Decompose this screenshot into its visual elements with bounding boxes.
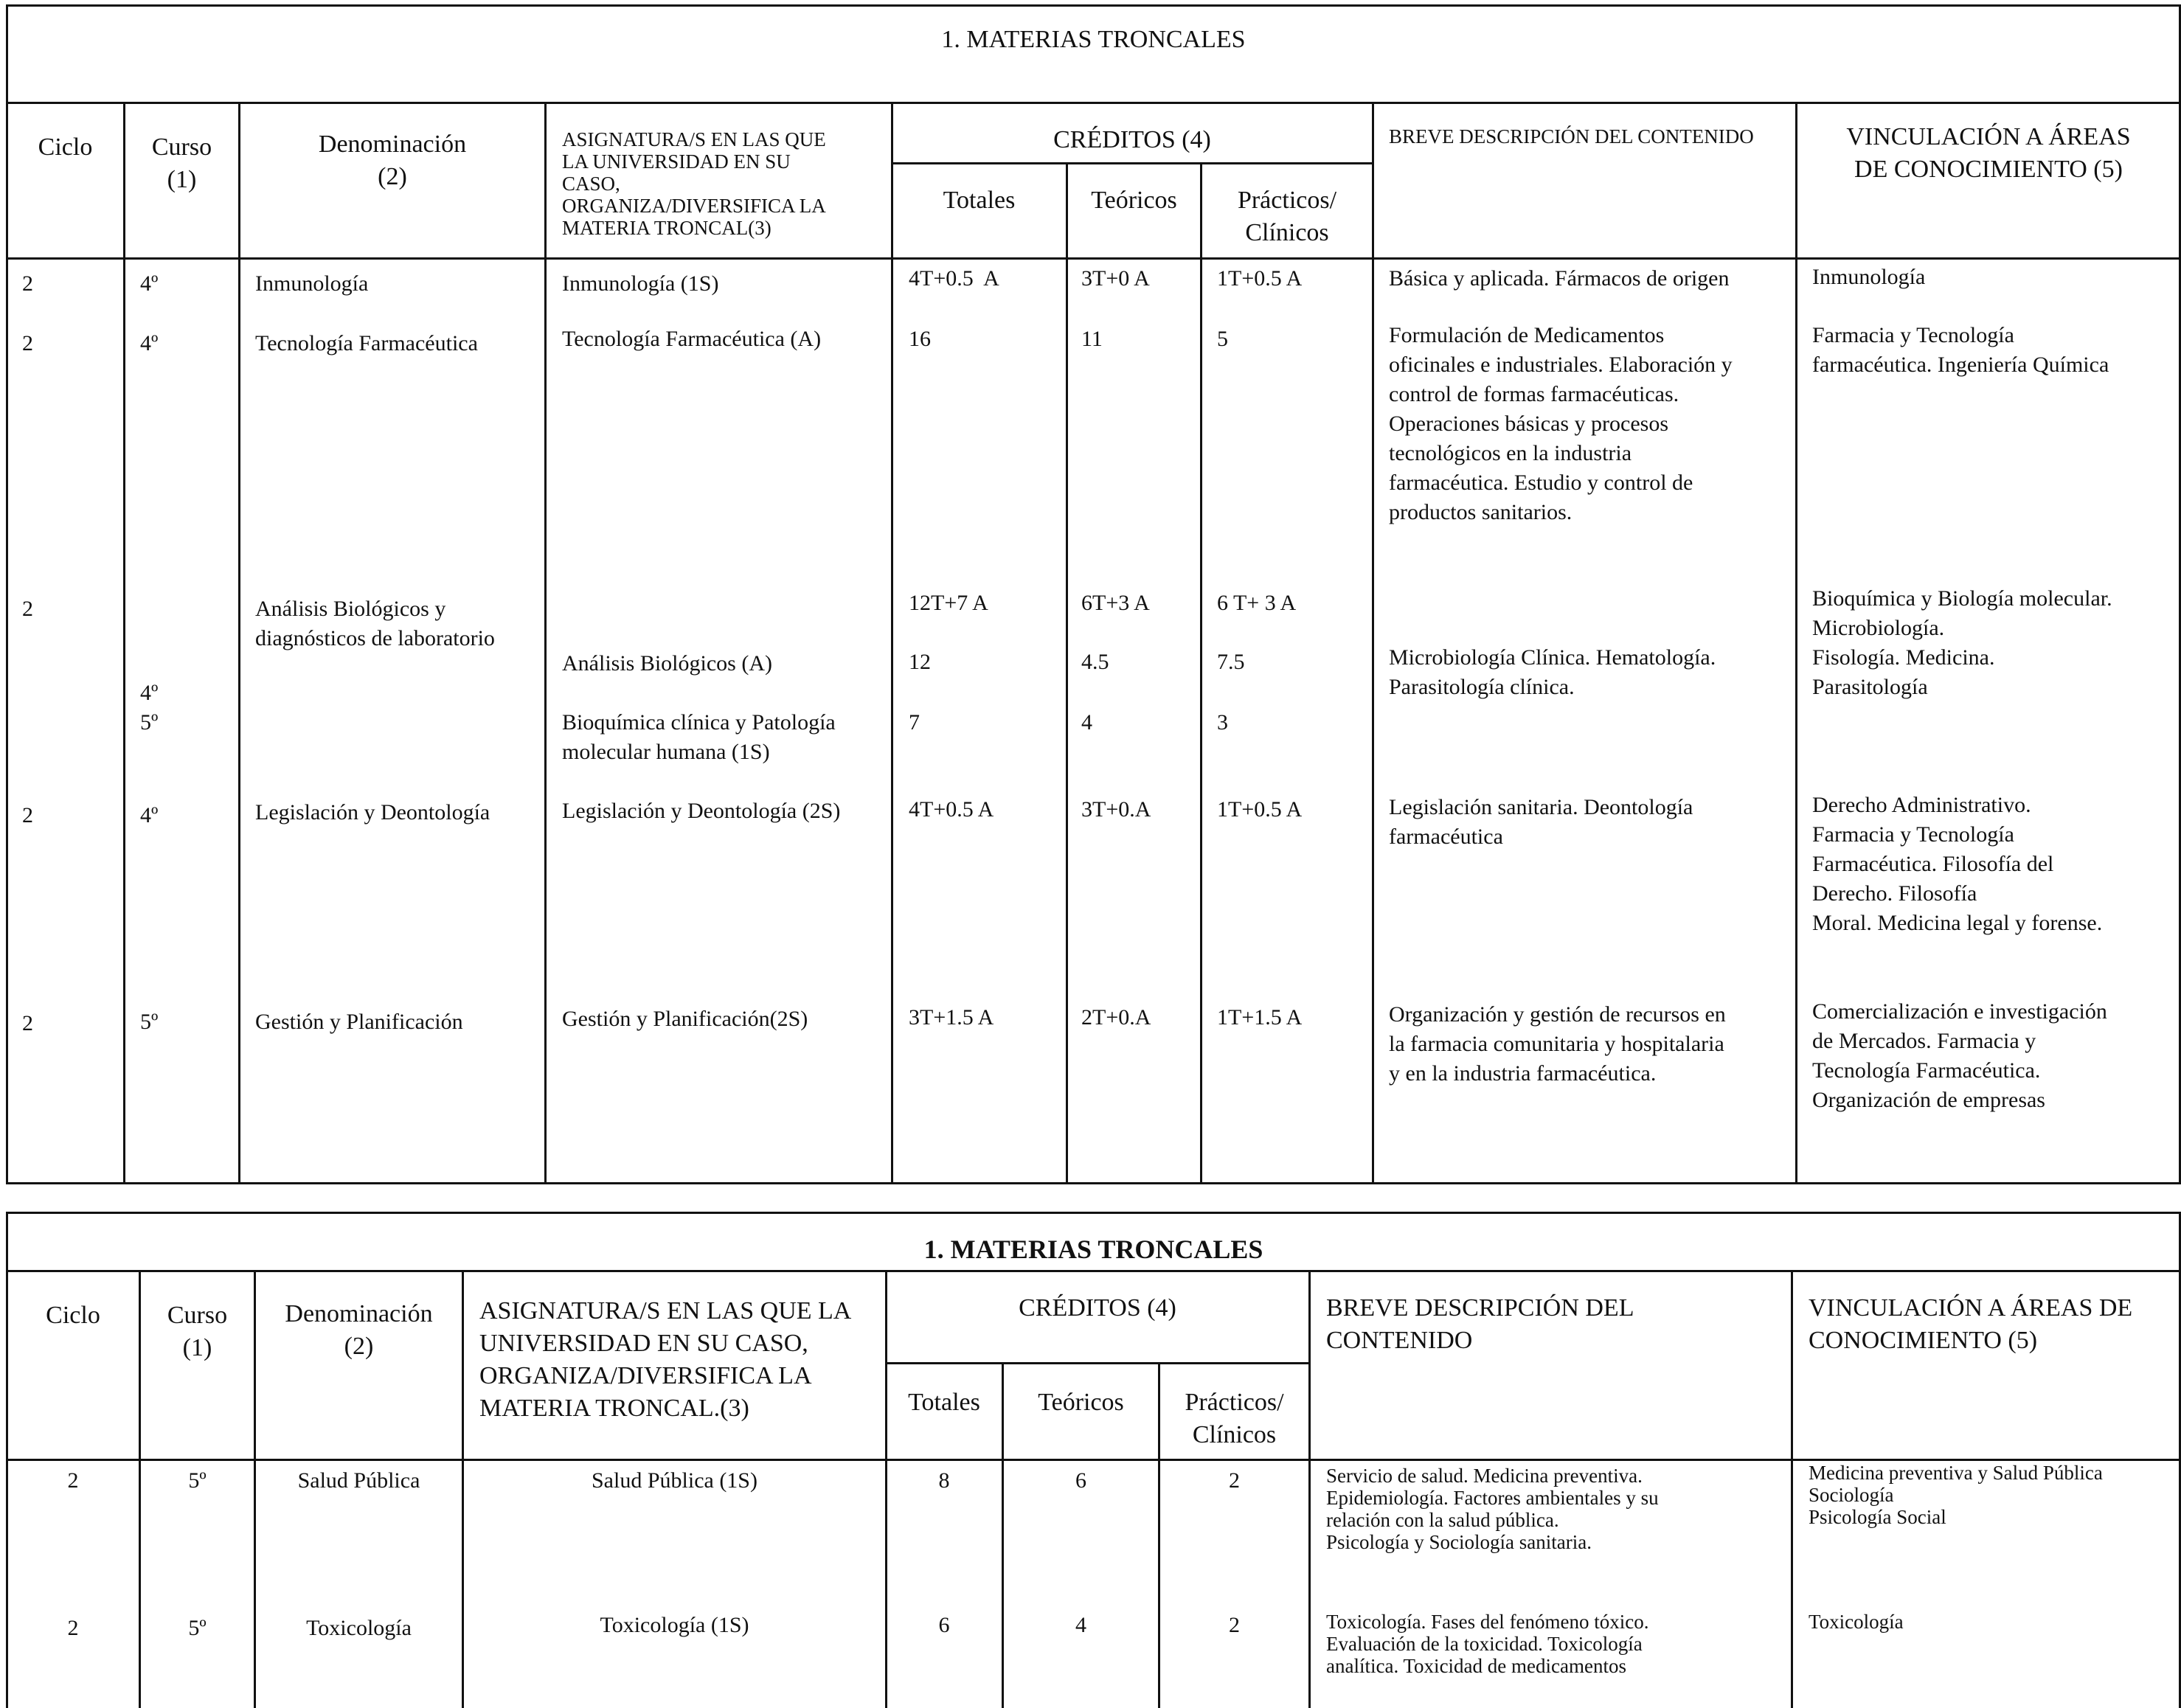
header-totales: Totales xyxy=(908,1389,980,1416)
table1-row-totales: 12 xyxy=(909,650,931,674)
table1-row-practicos: 7.5 xyxy=(1217,650,1245,674)
header-practicos: Prácticos/ Clínicos xyxy=(1237,187,1337,246)
table1-creditos-divider xyxy=(891,162,1373,164)
table1-title: 1. MATERIAS TRONCALES xyxy=(941,26,1246,53)
table2-row-totales: 8 xyxy=(938,1468,950,1493)
table1-row-curso: 4º xyxy=(140,271,159,296)
header-teoricos: Teóricos xyxy=(1038,1389,1124,1416)
header-creditos: CRÉDITOS (4) xyxy=(1019,1294,1176,1322)
table1-row-asignatura: Análisis Biológicos (A) xyxy=(562,651,772,676)
table1-row-denominacion: Gestión y Planificación xyxy=(255,1010,463,1034)
table1-col-divider xyxy=(1200,162,1202,1184)
header-ciclo: Ciclo xyxy=(38,133,93,161)
table1-row-ciclo: 2 xyxy=(22,331,33,355)
table1-header-divider xyxy=(6,257,2181,260)
table1-row-teoricos: 6T+3 A xyxy=(1081,591,1150,615)
table1-row-asignatura: Gestión y Planificación(2S) xyxy=(562,1007,808,1031)
table1-title-divider xyxy=(6,102,2181,104)
header-vinculacion: VINCULACIÓN A ÁREAS DE CONOCIMIENTO (5) xyxy=(1809,1294,2133,1354)
header-teoricos: Teóricos xyxy=(1091,187,1177,214)
table2-col-divider xyxy=(1308,1270,1311,1708)
header-descripcion: BREVE DESCRIPCIÓN DEL CONTENIDO xyxy=(1326,1294,1634,1354)
header-practicos: Prácticos/ Clínicos xyxy=(1185,1389,1284,1448)
table1-col-divider xyxy=(238,102,240,1184)
table1-row-asignatura: Legislación y Deontología (2S) xyxy=(562,799,841,823)
table1-row-totales: 16 xyxy=(909,327,931,351)
table1-row-asignatura: Bioquímica clínica y Patología molecular humana (1S) xyxy=(562,710,836,764)
table2-row-denominacion: Salud Pública xyxy=(297,1468,420,1493)
header-asignaturas: ASIGNATURA/S EN LAS QUE LA UNIVERSIDAD EN SU CASO, ORGANIZA/DIVERSIFICA LA MATERIA TRONCAL.(3) xyxy=(479,1297,852,1422)
table1-row-descripcion: Organización y gestión de recursos en la farmacia comunitaria y hospitalaria y en la industria farmacéutica. xyxy=(1389,1002,1726,1086)
table1-row-practicos: 1T+1.5 A xyxy=(1217,1005,1303,1030)
table2-row-denominacion: Toxicología xyxy=(306,1616,412,1640)
table1-row-teoricos: 3T+0 A xyxy=(1081,266,1150,291)
table1-row-totales: 7 xyxy=(909,710,920,735)
table1-col-divider xyxy=(1795,102,1797,1184)
table1-row-descripcion: Básica y aplicada. Fármacos de origen xyxy=(1389,266,1730,291)
table1-row-descripcion: Legislación sanitaria. Deontología farmacéutica xyxy=(1389,795,1693,849)
table1-row-teoricos: 4.5 xyxy=(1081,650,1109,674)
table1-row-practicos: 1T+0.5 A xyxy=(1217,797,1303,822)
table1-row-curso: 4º xyxy=(140,331,159,355)
table2-row-vinculacion: Toxicología xyxy=(1809,1611,1904,1633)
table2-creditos-divider xyxy=(885,1362,1308,1364)
table1-row-asignatura: Inmunología (1S) xyxy=(562,271,719,296)
table1-row-teoricos: 3T+0.A xyxy=(1081,797,1151,822)
table1-row-practicos: 6 T+ 3 A xyxy=(1217,591,1297,615)
header-denominacion: Denominación (2) xyxy=(318,131,467,190)
header-curso: Curso (1) xyxy=(167,1302,228,1361)
table2-row-teoricos: 4 xyxy=(1075,1613,1086,1637)
table1-col-divider xyxy=(544,102,547,1184)
table1-row-curso: 4º 5º xyxy=(140,681,159,735)
table2-row-totales: 6 xyxy=(938,1613,950,1637)
table1-row-curso: 4º xyxy=(140,803,159,827)
table1-row-descripcion: Formulación de Medicamentos oficinales e industriales. Elaboración y control de formas farmacéuticas. Operaciones básicas y procesos tecnológicos en la industria farmacéutica. Estudio y control de productos sanitarios. xyxy=(1389,323,1733,524)
table1-row-vinculacion: Bioquímica y Biología molecular. Microbiología. Fisología. Medicina. Parasitología xyxy=(1812,586,2112,699)
table1-row-totales: 3T+1.5 A xyxy=(909,1005,994,1030)
header-totales: Totales xyxy=(943,187,1016,214)
table1-row-denominacion: Legislación y Deontología xyxy=(255,800,490,825)
table1-row-practicos: 3 xyxy=(1217,710,1228,735)
table1-row-totales: 4T+0.5 A xyxy=(909,797,994,822)
table1-row-totales: 12T+7 A xyxy=(909,591,988,615)
header-curso: Curso (1) xyxy=(151,133,212,193)
table2-row-curso: 5º xyxy=(188,1616,207,1640)
table2-title: 1. MATERIAS TRONCALES xyxy=(923,1235,1263,1264)
header-vinculacion: VINCULACIÓN A ÁREAS DE CONOCIMIENTO (5) xyxy=(1846,123,2131,183)
table2-row-asignatura: Toxicología (1S) xyxy=(600,1613,749,1637)
header-denominacion: Denominación (2) xyxy=(285,1300,433,1360)
table2-col-divider xyxy=(1791,1270,1793,1708)
table1-row-teoricos: 4 xyxy=(1081,710,1092,735)
table1-row-teoricos: 2T+0.A xyxy=(1081,1005,1151,1030)
table1-row-practicos: 1T+0.5 A xyxy=(1217,266,1303,291)
table2-header-divider xyxy=(6,1459,2181,1461)
table1-row-practicos: 5 xyxy=(1217,327,1228,351)
table1-row-teoricos: 11 xyxy=(1081,327,1103,351)
table2-row-vinculacion: Medicina preventiva y Salud Pública Sociología Psicología Social xyxy=(1809,1462,2103,1528)
table1-col-divider xyxy=(1372,102,1374,1184)
table2-row-descripcion: Toxicología. Fases del fenómeno tóxico. Evaluación de la toxicidad. Toxicología analítica. Toxicidad de medicamentos xyxy=(1326,1611,1649,1677)
table1-row-totales: 4T+0.5 A xyxy=(909,266,999,291)
table1-row-vinculacion: Inmunología xyxy=(1812,265,1926,289)
table1-row-asignatura: Tecnología Farmacéutica (A) xyxy=(562,327,822,351)
table1-row-ciclo: 2 xyxy=(22,803,33,827)
table1-row-curso: 5º xyxy=(140,1010,159,1034)
table2-row-teoricos: 6 xyxy=(1075,1468,1086,1493)
header-creditos: CRÉDITOS (4) xyxy=(1053,126,1211,153)
table2-title-divider xyxy=(6,1270,2181,1272)
table1-row-vinculacion: Comercialización e investigación de Mercados. Farmacia y Tecnología Farmacéutica. Organización de empresas xyxy=(1812,999,2107,1112)
table1-row-ciclo: 2 xyxy=(22,271,33,296)
table1-row-vinculacion: Farmacia y Tecnología farmacéutica. Ingeniería Química xyxy=(1812,323,2109,377)
table1-row-denominacion: Tecnología Farmacéutica xyxy=(255,331,478,355)
table2-row-ciclo: 2 xyxy=(67,1468,79,1493)
table1-row-ciclo: 2 xyxy=(22,1011,33,1035)
table2-row-descripcion: Servicio de salud. Medicina preventiva. Epidemiología. Factores ambientales y su relación con la salud pública. Psicología y Sociología sanitaria. xyxy=(1326,1465,1659,1553)
table2-row-practicos: 2 xyxy=(1229,1613,1240,1637)
table1-row-denominacion: Inmunología xyxy=(255,271,369,296)
table1-row-descripcion: Microbiología Clínica. Hematología. Parasitología clínica. xyxy=(1389,645,1716,699)
header-descripcion: BREVE DESCRIPCIÓN DEL CONTENIDO xyxy=(1389,125,1754,147)
table2-row-curso: 5º xyxy=(188,1468,207,1493)
table2-row-practicos: 2 xyxy=(1229,1468,1240,1493)
table1-col-divider xyxy=(123,102,125,1184)
table1-row-ciclo: 2 xyxy=(22,597,33,621)
table1-col-divider xyxy=(891,102,893,1184)
table1-row-denominacion: Análisis Biológicos y diagnósticos de laboratorio xyxy=(255,597,495,650)
table2-row-asignatura: Salud Pública (1S) xyxy=(592,1468,757,1493)
table2-row-ciclo: 2 xyxy=(67,1616,79,1640)
table1-col-divider xyxy=(1066,162,1068,1184)
header-asignaturas: ASIGNATURA/S EN LAS QUE LA UNIVERSIDAD EN SU CASO, ORGANIZA/DIVERSIFICA LA MATERIA TRONCAL(3) xyxy=(562,128,826,239)
table1-row-vinculacion: Derecho Administrativo. Farmacia y Tecnología Farmacéutica. Filosofía del Derecho. Filosofía Moral. Medicina legal y forense. xyxy=(1812,793,2103,935)
header-ciclo: Ciclo xyxy=(46,1302,100,1329)
